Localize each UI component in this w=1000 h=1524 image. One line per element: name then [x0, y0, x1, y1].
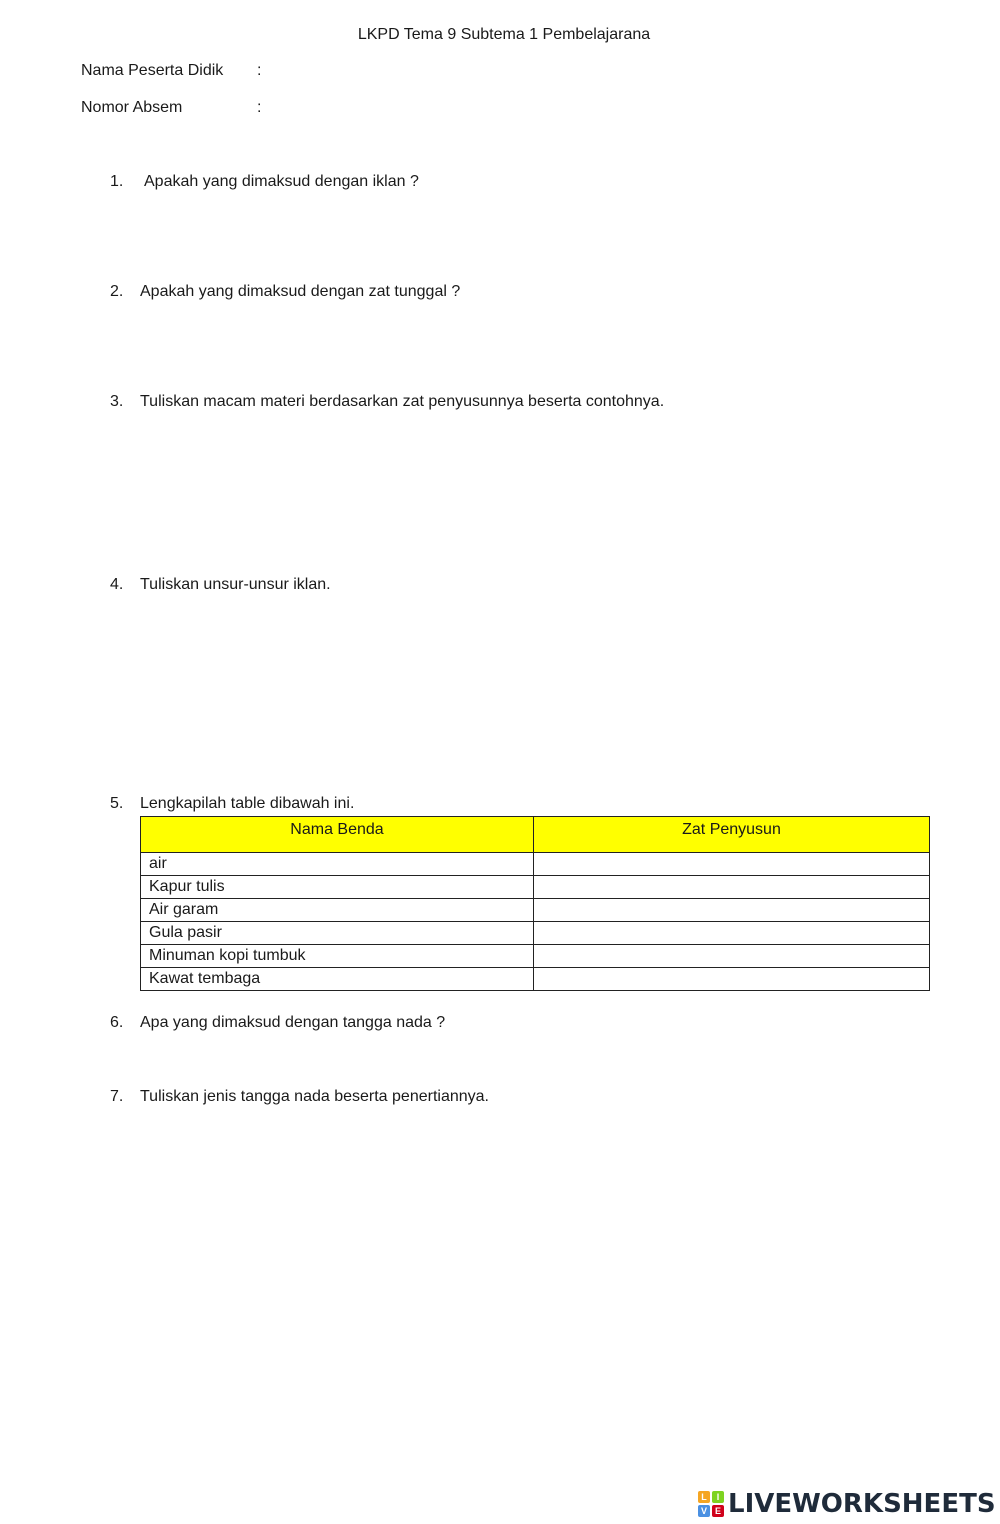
- question-7-text: Tuliskan jenis tangga nada beserta penertiannya.: [140, 1088, 489, 1105]
- answer-cell[interactable]: [534, 853, 930, 876]
- question-5-text: Lengkapilah table dibawah ini.: [140, 795, 355, 812]
- answer-cell[interactable]: [534, 922, 930, 945]
- question-4-text: Tuliskan unsur-unsur iklan.: [140, 576, 331, 593]
- liveworksheets-logo: [698, 1489, 996, 1519]
- logo-blocks-icon: [698, 1491, 724, 1517]
- header-zat-penyusun: Zat Penyusun: [534, 817, 930, 853]
- answer-cell[interactable]: [534, 876, 930, 899]
- page-title: LKPD Tema 9 Subtema 1 Pembelajarana: [357, 26, 651, 43]
- item-name-cell: Air garam: [141, 899, 534, 922]
- table-row: [141, 945, 930, 968]
- question-1-number: 1.: [110, 173, 124, 190]
- question-3-text: Tuliskan macam materi berdasarkan zat penyusunnya beserta contohnya.: [140, 393, 665, 410]
- table-row: [141, 922, 930, 945]
- student-name-label: Nama Peserta Didik: [81, 62, 224, 79]
- question-2-number: 2.: [110, 283, 124, 300]
- table-row: [141, 876, 930, 899]
- logo-text: LIVEWORKSHEETS: [728, 1489, 996, 1519]
- question-6-text: Apa yang dimaksud dengan tangga nada ?: [140, 1014, 446, 1031]
- question-5-number: 5.: [110, 795, 124, 812]
- question-1-text: Apakah yang dimaksud dengan iklan ?: [144, 173, 419, 190]
- table-row: [141, 968, 930, 991]
- table-header-row: [141, 817, 930, 853]
- attendance-number-label: Nomor Absem: [81, 99, 183, 116]
- logo-block-e: E: [712, 1505, 724, 1517]
- question-2-text: Apakah yang dimaksud dengan zat tunggal ?: [140, 283, 461, 300]
- materials-table: [140, 816, 930, 991]
- question-6-number: 6.: [110, 1014, 124, 1031]
- table-row: [141, 899, 930, 922]
- question-7-number: 7.: [110, 1088, 124, 1105]
- table-row: [141, 853, 930, 876]
- question-4-number: 4.: [110, 576, 124, 593]
- logo-block-v: V: [698, 1505, 710, 1517]
- item-name-cell: Minuman kopi tumbuk: [141, 945, 534, 968]
- item-name-cell: air: [141, 853, 534, 876]
- item-name-cell: Kapur tulis: [141, 876, 534, 899]
- item-name-cell: Kawat tembaga: [141, 968, 534, 991]
- logo-block-l: L: [698, 1491, 710, 1503]
- attendance-number-colon: :: [257, 99, 262, 116]
- header-nama-benda: Nama Benda: [141, 817, 534, 853]
- answer-cell[interactable]: [534, 945, 930, 968]
- question-3-number: 3.: [110, 393, 124, 410]
- student-name-colon: :: [257, 62, 262, 79]
- answer-cell[interactable]: [534, 899, 930, 922]
- logo-block-i: I: [712, 1491, 724, 1503]
- item-name-cell: Gula pasir: [141, 922, 534, 945]
- answer-cell[interactable]: [534, 968, 930, 991]
